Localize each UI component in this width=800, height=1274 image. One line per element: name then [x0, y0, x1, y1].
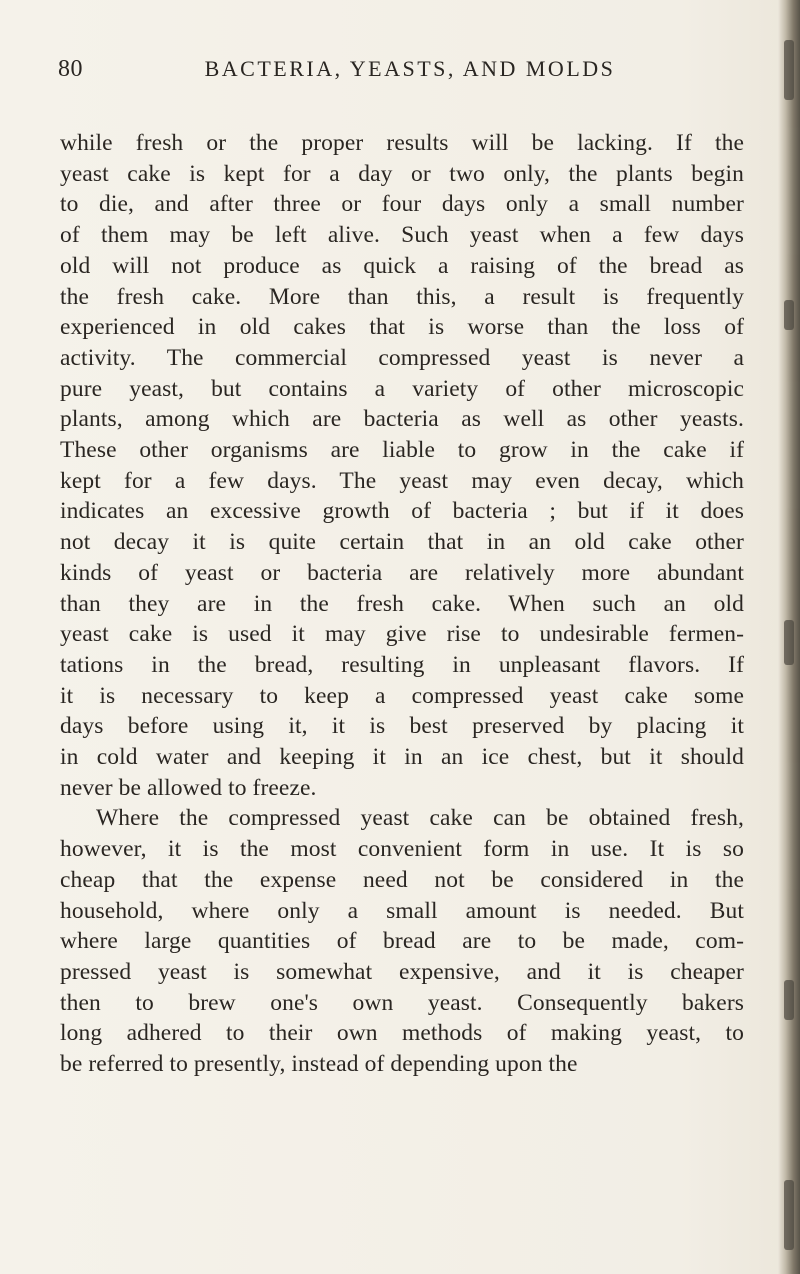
text-line: cheap that the expense need not be considered in the — [60, 866, 744, 893]
page-number: 80 — [58, 56, 83, 82]
text-line: yeast cake is used it may give rise to undesirable fermen- — [60, 621, 744, 648]
text-line: pure yeast, but contains a variety of other microscopic — [60, 375, 744, 402]
text-line: to die, and after three or four days only a small number — [60, 191, 744, 218]
text-line: it is necessary to keep a compressed yeast cake some — [60, 682, 744, 709]
page-header — [58, 56, 738, 96]
text-line: than they are in the fresh cake. When such an old — [60, 590, 744, 617]
text-line: where large quantities of bread are to be made, com- — [60, 928, 744, 955]
running-head: BACTERIA, YEASTS, AND MOLDS — [204, 56, 616, 81]
text-line: kinds of yeast or bacteria are relatively more abundant — [60, 559, 744, 586]
body-text — [60, 128, 744, 1080]
text-line: then to brew one's own yeast. Consequently bakers — [60, 989, 744, 1016]
text-line: indicates an excessive growth of bacteria ; but if it does — [60, 498, 744, 525]
text-line: in cold water and keeping it in an ice chest, but it should — [60, 744, 744, 771]
paragraph — [60, 128, 744, 803]
text-line: however, it is the most convenient form in use. It is so — [60, 836, 744, 863]
edge-mark — [784, 620, 794, 665]
edge-mark — [784, 40, 794, 100]
text-line: old will not produce as quick a raising of the bread as — [60, 252, 744, 279]
text-line: the fresh cake. More than this, a result is frequently — [60, 283, 744, 310]
text-line: Where the compressed yeast cake can be obtained fresh, — [96, 805, 744, 832]
text-line: household, where only a small amount is needed. But — [60, 897, 744, 924]
text-line: experienced in old cakes that is worse than the loss of — [60, 314, 744, 341]
text-line: plants, among which are bacteria as well as other yeasts. — [60, 406, 744, 433]
text-line: pressed yeast is somewhat expensive, and it is cheaper — [60, 958, 744, 985]
edge-mark — [784, 300, 794, 330]
edge-mark — [784, 1180, 794, 1250]
text-line: long adhered to their own methods of making yeast, to — [60, 1020, 744, 1047]
edge-mark — [784, 980, 794, 1020]
text-line: days before using it, it is best preserved by placing it — [60, 713, 744, 740]
text-line: kept for a few days. The yeast may even decay, which — [60, 467, 744, 494]
text-line: of them may be left alive. Such yeast when a few days — [60, 222, 744, 249]
paragraph — [60, 803, 744, 1079]
text-line: activity. The commercial compressed yeast is never a — [60, 344, 744, 371]
text-line: not decay it is quite certain that in an old cake other — [60, 529, 744, 556]
text-line: never be allowed to freeze. — [60, 774, 317, 801]
text-line: yeast cake is kept for a day or two only, the plants begin — [60, 160, 744, 187]
text-line: be referred to presently, instead of depending upon the — [60, 1051, 578, 1078]
text-line: These other organisms are liable to grow in the cake if — [60, 437, 744, 464]
page-edge-shadow — [778, 0, 800, 1274]
text-line: while fresh or the proper results will be lacking. If the — [60, 130, 744, 156]
text-line: tations in the bread, resulting in unpleasant flavors. If — [60, 651, 744, 678]
